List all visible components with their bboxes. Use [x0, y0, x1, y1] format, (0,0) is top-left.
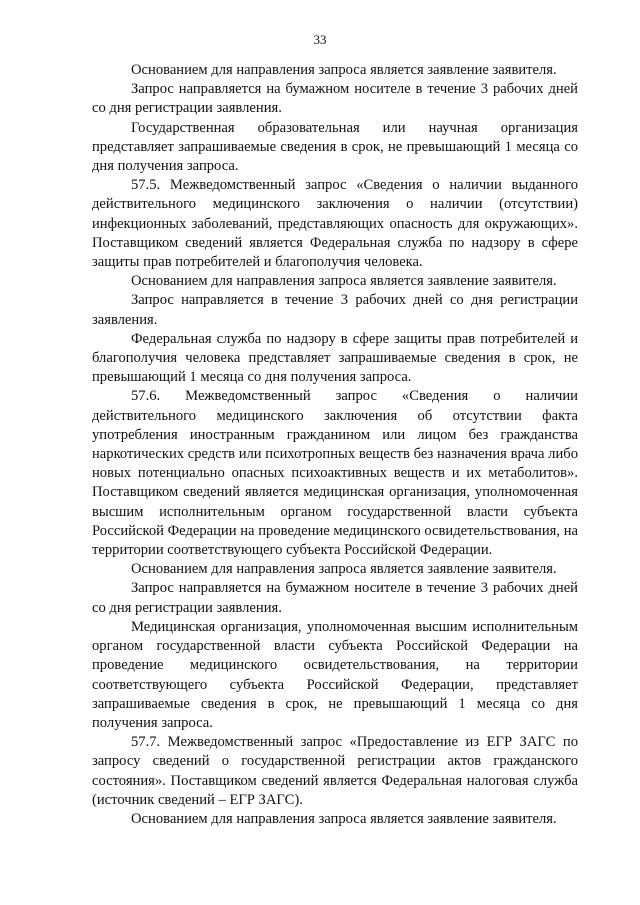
paragraph: Запрос направляется на бумажном носителе в течение 3 рабочих дней со дня регистрации заявления. — [92, 81, 578, 117]
paragraph: Основанием для направления запроса является заявление заявителя. — [131, 273, 557, 290]
paragraph: Медицинская организация, уполномоченная высшим исполнительным органом государственной власти субъекта Российской Федерации на проведение медицинского освидетельствования, на территории соответствующего субъекта Российской Федерации, представляет запрашиваемые сведения в срок, не превышающий 1 месяца со дня получения запроса. — [92, 618, 578, 731]
paragraph: Основанием для направления запроса является заявление заявителя. — [131, 561, 557, 578]
paragraph: 57.5. Межведомственный запрос «Сведения о наличии выданного действительного медицинского заключения о наличии (отсутствии) инфекционных заболеваний, представляющих опасность для окружающих». Поставщиком сведений является Федеральная служба по надзору в сфере защиты прав потребителей и благополучия человека. — [92, 177, 578, 271]
document-body — [92, 61, 578, 829]
paragraph: Основанием для направления запроса является заявление заявителя. — [131, 810, 557, 827]
paragraph: Запрос направляется в течение 3 рабочих дней со дня регистрации заявления. — [92, 292, 578, 328]
page-number: 33 — [313, 32, 327, 47]
paragraph: Государственная образовательная или научная организация представляет запрашиваемые сведения в срок, не превышающий 1 месяца со дня получения запроса. — [92, 119, 578, 175]
paragraph: Запрос направляется на бумажном носителе в течение 3 рабочих дней со дня регистрации заявления. — [92, 580, 578, 616]
paragraph: 57.7. Межведомственный запрос «Предоставление из ЕГР ЗАГС по запросу сведений о государственной регистрации актов гражданского состояния». Поставщиком сведений является Федеральная налоговая служба (источник сведений – ЕГР ЗАГС). — [92, 734, 578, 808]
paragraph: 57.6. Межведомственный запрос «Сведения о наличии действительного медицинского заключения об отсутствии факта употребления иностранным гражданином или лицом без гражданства наркотических средств или психотропных веществ без назначения врача либо новых потенциально опасных психоактивных веществ и их метаболитов». Поставщиком сведений является медицинская организация, уполномоченная высшим исполнительным органом государственной власти субъекта Российской Федерации на проведение медицинского освидетельствования, на территории соответствующего субъекта Российской Федерации. — [92, 388, 578, 559]
paragraph: Основанием для направления запроса является заявление заявителя. — [131, 62, 557, 78]
paragraph: Федеральная служба по надзору в сфере защиты прав потребителей и благополучия человека представляет запрашиваемые сведения в срок, не превышающий 1 месяца со дня получения запроса. — [92, 330, 578, 386]
